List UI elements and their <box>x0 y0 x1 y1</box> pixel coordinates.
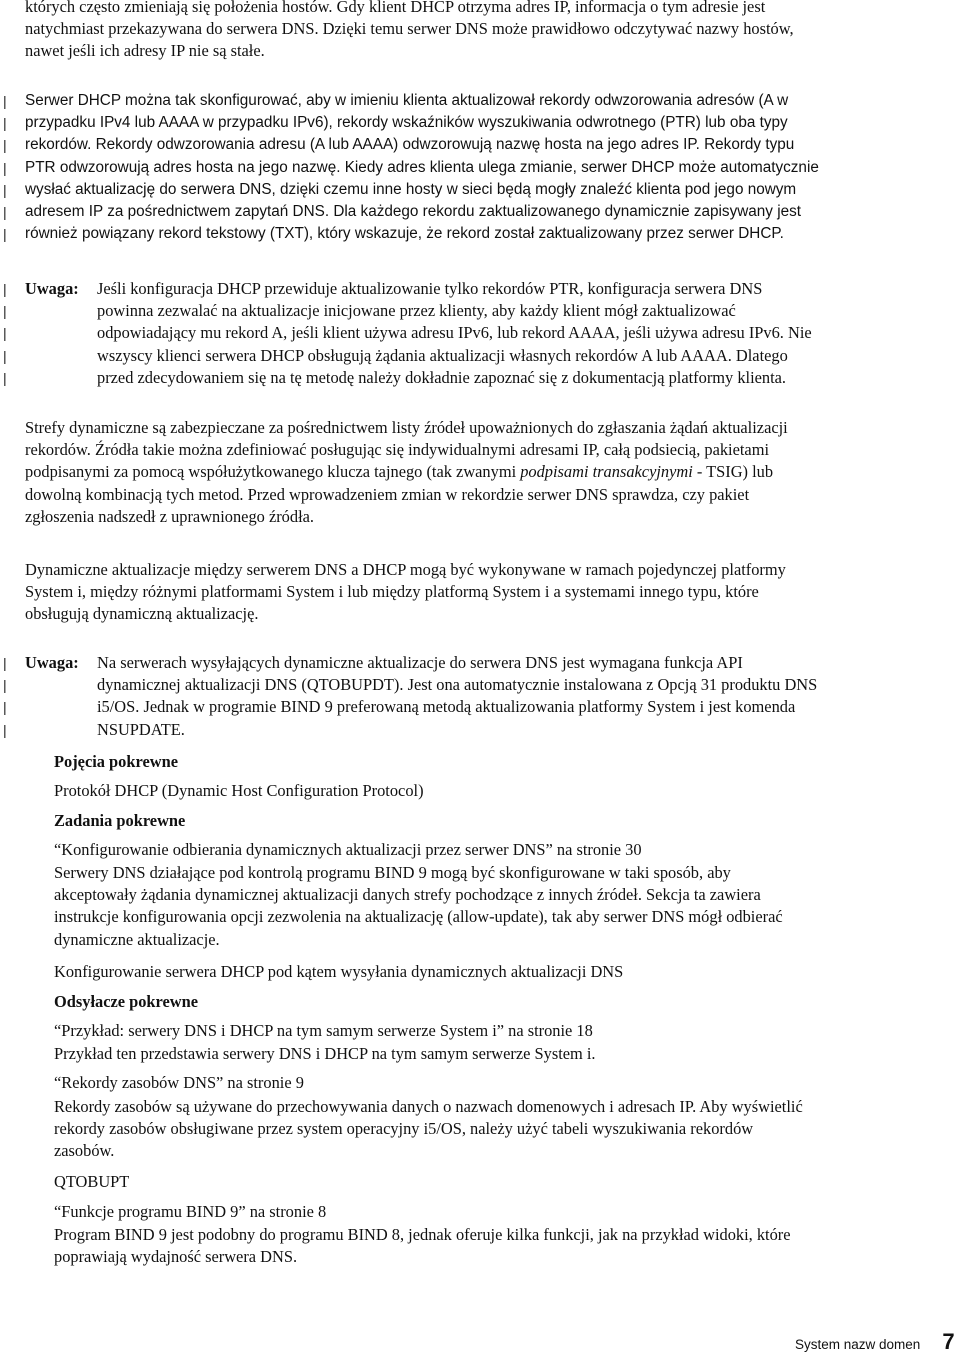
change-bar: | | | | | | | <box>3 93 7 243</box>
text-line: rekordów. Rekordy odwzorowania adresu (A lub AAAA) odwzorowują nazwę hosta na jego adres IP. Rekordy typu <box>25 136 795 154</box>
footer-section-title: System nazw domen <box>795 1337 921 1352</box>
related-references-heading: Odsyłacze pokrewne <box>54 992 199 1011</box>
text-line: dowolną kombinacją tych metod. Przed wprowadzeniem zmian w rekordzie serwer DNS sprawdza, czy pakiet <box>25 484 750 504</box>
text-line: wysłać aktualizację do serwera DNS, dzięki czemu inne hosty w sieci będą mogły znaleźć klienta pod jego nowym <box>25 180 797 198</box>
text-line: Serwery DNS działające pod kontrolą programu BIND 9 mogą być skonfigurowane w taki sposób, aby <box>54 863 731 882</box>
text-line: przypadku IPv4 lub AAAA w przypadku IPv6), rekordy wskaźników wyszukiwania odwrotnego (PTR) lub oba typy <box>25 114 788 132</box>
related-reference-description <box>54 1224 791 1268</box>
note-text <box>97 652 817 741</box>
related-concepts-heading: Pojęcia pokrewne <box>54 752 178 771</box>
text-line: Rekordy zasobów są używane do przechowywania danych o nazwach domenowych i adresach IP. Aby wyświetlić <box>54 1097 803 1116</box>
text-line: akceptowały żądania dynamicznej aktualizacji danych strefy pochodzące z innych źródeł. Sekcja ta zawiera <box>54 885 761 905</box>
text-line: dynamicznej aktualizacji DNS (QTOBUPDT). Jest ona automatycznie instalowana z Opcją 31 produktu DNS <box>97 675 818 695</box>
related-tasks-heading: Zadania pokrewne <box>54 811 186 830</box>
text-line: dynamiczne aktualizacje. <box>54 929 220 949</box>
text-line: rekordów. Źródła takie można zdefiniować posługując się indywidualnymi adresami IP, całą podsiecią, pakietami <box>25 440 770 460</box>
related-reference-link[interactable]: QTOBUPT <box>54 1172 130 1191</box>
note-label: Uwaga: <box>25 653 79 672</box>
text-line: których często zmieniają się położenia hostów. Gdy klient DHCP otrzyma adres IP, informacja o tym adresie jest <box>25 0 766 16</box>
text-line: zgłoszenia nadszedł z uprawnionego źródła. <box>25 506 314 526</box>
text-line: System i, między różnymi platformami System i lub między platformą System i a systemami innego typu, które <box>25 582 759 602</box>
text-line: rekordy zasobów obsługiwane przez system operacyjny i5/OS, należy użyć tabeli wyszukiwania rekordów <box>54 1119 754 1139</box>
text-line: obsługują dynamiczną aktualizację. <box>25 604 259 624</box>
text-line: wszyscy klienci serwera DHCP obsługują żądania aktualizacji własnych rekordów A lub AAAA. Dlatego <box>97 345 788 365</box>
text-line: odpowiadający mu rekord A, jeśli klient używa adresu IPv6, lub rekord AAAA, jeśli używa adresu IPv6. Nie <box>97 323 812 343</box>
text-line: natychmiast przekazywana do serwera DNS. Dzięki temu serwer DNS może prawidłowo odczytywać nazwy hostów, <box>25 19 794 39</box>
related-reference-description: Przykład ten przedstawia serwery DNS i DHCP na tym samym serwerze System i. <box>54 1044 596 1063</box>
text-line: nawet jeśli ich adresy IP nie są stałe. <box>25 41 265 61</box>
text-line: Serwer DHCP można tak skonfigurować, aby w imieniu klienta aktualizował rekordy odwzorowania adresów (A w <box>25 92 789 109</box>
text-line: podpisanymi za pomocą współużytkowanego klucza tajnego (tak zwanymi podpisami transakcyjnymi - TSIG) lub <box>25 462 774 482</box>
platforms-paragraph <box>25 559 786 626</box>
text-line: Dynamiczne aktualizacje między serwerem DNS a DHCP mogą być wykonywane w ramach pojedynczej platformy <box>25 560 786 579</box>
text-line: przed zdecydowaniem się na tę metodę należy dokładnie zapoznać się z dokumentacją platformy klienta. <box>97 367 787 387</box>
page-number: 7 <box>942 1329 955 1354</box>
text-line: Jeśli konfiguracja DHCP przewiduje aktualizowanie tylko rekordów PTR, konfiguracja serwera DNS <box>97 279 763 298</box>
intro-paragraph <box>25 0 794 63</box>
related-concept-link[interactable]: Protokół DHCP (Dynamic Host Configuration Protocol) <box>54 781 424 800</box>
text-line: poprawiają wydajność serwera DNS. <box>54 1247 298 1267</box>
change-bar: | | | | <box>3 655 7 738</box>
note-label: Uwaga: <box>25 279 79 298</box>
page-footer <box>795 1329 955 1355</box>
text-line: instrukcje konfigurowania opcji zezwolenia na aktualizację (allow-update), tak aby serwer DNS mógł odbierać <box>54 907 783 927</box>
text-line: i5/OS. Jednak w programie BIND 9 preferowaną metodą aktualizowania platformy System i jest komenda <box>97 697 796 717</box>
text-line: Na serwerach wysyłających dynamiczne aktualizacje do serwera DNS jest wymagana funkcja API <box>97 653 743 672</box>
text-line: powinna zezwalać na aktualizacje inicjowane przez klienty, aby każdy klient mógł zaktualizować <box>97 301 736 321</box>
related-reference-link[interactable]: “Rekordy zasobów DNS” na stronie 9 <box>54 1073 304 1092</box>
text-line: Strefy dynamiczne są zabezpieczane za pośrednictwem listy źródeł upoważnionych do zgłaszania żądań aktualizacji <box>25 418 788 437</box>
text-line: adresem IP za pośrednictwem zapytań DNS. Dla każdego rekordu zaktualizowanego dynamicznie zapisywany jest <box>25 203 801 221</box>
related-reference-description <box>54 1096 803 1163</box>
text-line: Program BIND 9 jest podobny do programu BIND 8, jednak oferuje kilka funkcji, jak na przykład widoki, które <box>54 1225 791 1244</box>
text-line: również powiązany rekord tekstowy (TXT), który wskazuje, że rekord został zaktualizowany przez serwer DHCP. <box>25 225 784 243</box>
note-text <box>97 278 812 389</box>
related-task-link[interactable]: Konfigurowanie serwera DHCP pod kątem wysyłania dynamicznych aktualizacji DNS <box>54 962 624 981</box>
emphasis-term: podpisami transakcyjnymi <box>520 462 693 482</box>
change-bar: | | | | | <box>3 281 7 386</box>
dhcp-update-paragraph <box>25 90 819 245</box>
related-task-link[interactable]: “Konfigurowanie odbierania dynamicznych aktualizacji przez serwer DNS” na stronie 30 <box>54 840 642 859</box>
text-line: zasobów. <box>54 1141 115 1161</box>
related-reference-link[interactable]: “Przykład: serwery DNS i DHCP na tym samym serwerze System i” na stronie 18 <box>54 1021 593 1040</box>
text-line: PTR odwzorowują adres hosta na jego nazwę. Kiedy adres klienta ulega zmianie, serwer DHCP może automatycznie <box>25 158 819 176</box>
dynamic-zones-paragraph <box>25 417 788 528</box>
related-reference-link[interactable]: “Funkcje programu BIND 9” na stronie 8 <box>54 1202 327 1221</box>
text-line: NSUPDATE. <box>97 719 185 739</box>
related-task-description <box>54 862 783 951</box>
